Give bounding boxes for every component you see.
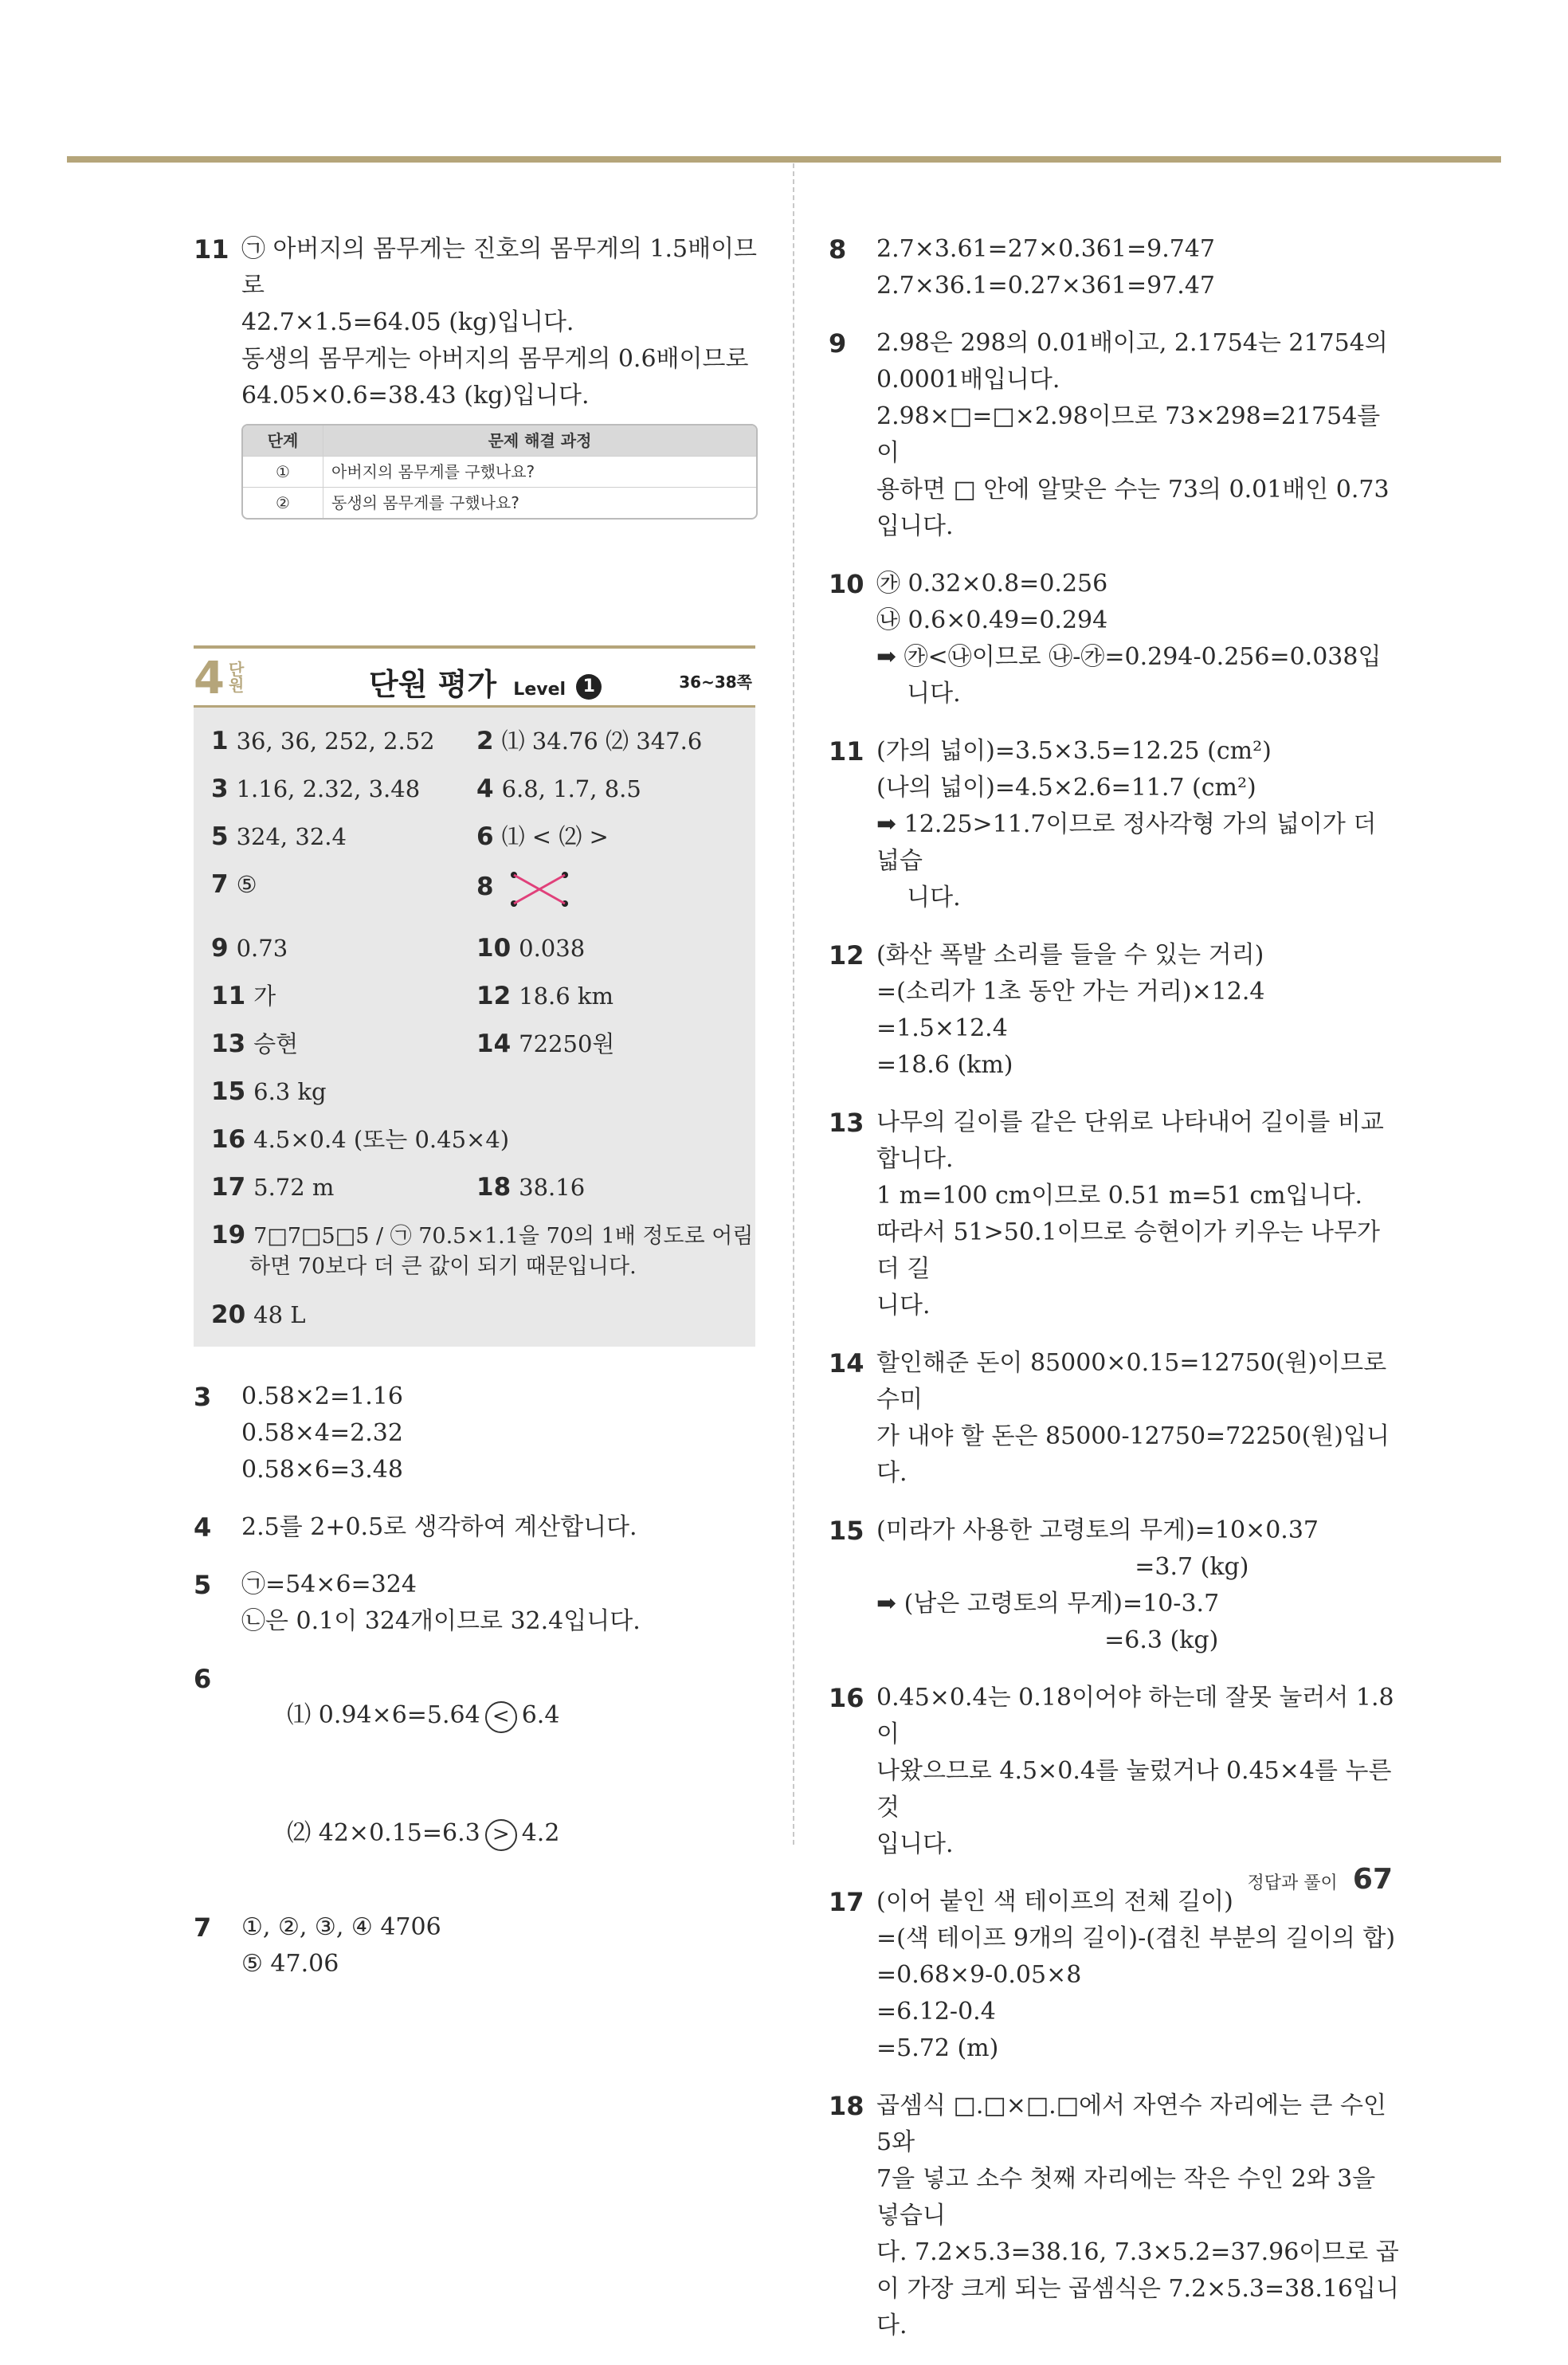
review-title-text: 단원 평가 [369, 667, 497, 702]
solution-line: 동생의 몸무게는 아버지의 몸무게의 0.6배이므로 [241, 345, 749, 373]
solution-line: (나의 넓이)=4.5×2.6=11.7 (cm²) [876, 774, 1256, 802]
review-title [369, 660, 602, 704]
solution-line: =3.7 (kg) [876, 1553, 1249, 1581]
item-number: 6 [194, 1664, 212, 1694]
unit-badge [194, 653, 245, 704]
table-cell: ① [243, 456, 323, 487]
unit-number: 4 [194, 653, 225, 704]
answer-4: 4 6.8, 1.7, 8.5 [476, 775, 641, 803]
solution-line: ①, ②, ③, ④ 4706 [241, 1913, 441, 1941]
item-number: 7 [194, 1912, 212, 1943]
table-cell: 동생의 몸무게를 구했나요? [323, 487, 756, 518]
solution-line: 64.05×0.6=38.43 (kg)입니다. [241, 382, 590, 410]
table-row [243, 456, 756, 487]
page-number: 67 [1352, 1863, 1393, 1896]
solution-line: 1 m=100 cm이므로 0.51 m=51 cm입니다. [876, 1182, 1363, 1210]
solution-line: =6.3 (kg) [876, 1626, 1219, 1654]
solution-12 [829, 937, 1402, 1084]
solution-18 [829, 2088, 1402, 2344]
solution-line: ⑴ 0.94×6=5.64 < 6.4 [241, 1661, 767, 1771]
answer-14: 14 72250원 [476, 1030, 615, 1058]
answer-5: 5 324, 32.4 [211, 822, 347, 851]
solution-line: 2.98은 298의 0.01배이고, 2.1754는 21754의 [876, 329, 1388, 357]
solution-line: 7을 넣고 소수 첫째 자리에는 작은 수인 2와 3을 넣습니 [876, 2165, 1383, 2230]
cross-match-diagram [509, 869, 573, 908]
solution-17 [829, 1884, 1402, 2067]
solution-line: 다. 7.2×5.3=38.16, 7.3×5.2=37.96이므로 곱 [876, 2238, 1399, 2266]
right-column [829, 231, 1402, 2365]
level-number: 1 [576, 674, 602, 700]
solution-line: =6.12-0.4 [876, 1998, 996, 2026]
solution-line: 니다. [876, 884, 961, 912]
table-header: 문제 해결 과정 [323, 426, 756, 456]
answer-9: 9 0.73 [211, 934, 288, 963]
page-range: 36~38쪽 [679, 673, 752, 692]
solution-line: ⑤ 47.06 [241, 1950, 339, 1978]
solution-7 [194, 1909, 767, 1983]
left-column [194, 231, 767, 540]
solution-line: =5.72 (m) [876, 2034, 999, 2062]
solution-16 [829, 1680, 1402, 1863]
answer-19-continued: 하면 70보다 더 큰 값이 되기 때문입니다. [249, 1254, 637, 1279]
page-footer [1248, 1863, 1393, 1896]
item-number: 3 [194, 1382, 212, 1412]
footer-label: 정답과 풀이 [1247, 1873, 1338, 1893]
column-divider [793, 163, 794, 1845]
solution-line: 2.7×36.1=0.27×361=97.47 [876, 272, 1215, 300]
solution-line: ⑵ 42×0.15=6.3 > 4.2 [241, 1779, 767, 1888]
solution-line: 니다. [876, 680, 961, 708]
solution-line: 0.58×4=2.32 [241, 1419, 403, 1447]
grading-table [241, 424, 758, 520]
answer-1: 1 36, 36, 252, 2.52 [211, 727, 435, 755]
answer-8: 8 [476, 869, 573, 908]
answer-7: 7 ⑤ [211, 870, 257, 899]
solution-line: 이 가장 크게 되는 곱셈식은 7.2×5.3=38.16입니다. [876, 2275, 1399, 2340]
answer-11: 11 가 [211, 982, 276, 1010]
solution-line: 2.7×3.61=27×0.361=9.747 [876, 235, 1215, 263]
table-cell: 아버지의 몸무게를 구했나요? [323, 456, 756, 487]
answer-18: 18 38.16 [476, 1173, 586, 1202]
unit-review-box [194, 645, 755, 1347]
level-label: Level [513, 680, 566, 700]
item-number: 10 [829, 569, 864, 599]
answer-19: 19 7□7□5□5 / ㉠ 70.5×1.1을 70의 1배 정도로 어림 [211, 1221, 754, 1249]
solution-14 [829, 1345, 1402, 1492]
answer-15: 15 6.3 kg [211, 1077, 327, 1106]
solution-line: 가 내야 할 돈은 85000-12750=72250(원)입니다. [876, 1422, 1390, 1487]
solution-line: (가의 넓이)=3.5×3.5=12.25 (cm²) [876, 737, 1272, 765]
left-bottom-column [194, 1379, 767, 2003]
answer-10: 10 0.038 [476, 934, 586, 963]
solution-line: =(소리가 1초 동안 가는 거리)×12.4 [876, 978, 1265, 1006]
item-number: 9 [829, 328, 847, 359]
solution-11-right [829, 733, 1402, 916]
solution-line: 나왔으므로 4.5×0.4를 눌렀거나 0.45×4를 누른 것 [876, 1757, 1400, 1822]
unit-label: 단원 [229, 660, 245, 695]
item-number: 13 [829, 1108, 864, 1138]
solution-6 [194, 1661, 767, 1888]
solution-line: ➡ ㉮<㉯이므로 ㉯-㉮=0.294-0.256=0.038입 [876, 643, 1382, 671]
solution-line: 2.98×□=□×2.98이므로 73×298=21754를 이 [876, 402, 1388, 467]
solution-line: 42.7×1.5=64.05 (kg)입니다. [241, 308, 574, 336]
table-header: 단계 [243, 426, 323, 456]
solution-4 [194, 1509, 767, 1546]
answer-16: 16 4.5×0.4 (또는 0.45×4) [211, 1125, 510, 1154]
solution-line: ➡ 12.25>11.7이므로 정사각형 가의 넓이가 더 넓습 [876, 810, 1384, 875]
solution-15 [829, 1512, 1402, 1659]
solution-line: 할인해준 돈이 85000×0.15=12750(원)이므로 수미 [876, 1349, 1394, 1414]
item-number: 16 [829, 1683, 864, 1713]
solution-line: 0.58×6=3.48 [241, 1456, 403, 1484]
item-number: 8 [829, 234, 847, 265]
solution-line: 2.5를 2+0.5로 생각하여 계산합니다. [241, 1513, 637, 1541]
answer-6: 6 ⑴ < ⑵ > [476, 822, 609, 851]
item-number: 4 [194, 1512, 212, 1543]
table-cell: ② [243, 487, 323, 518]
answer-20: 20 48 L [211, 1300, 306, 1329]
solution-line: (이어 붙인 색 테이프의 전체 길이) [876, 1888, 1233, 1916]
solution-line: 0.58×2=1.16 [241, 1383, 403, 1410]
answer-3: 3 1.16, 2.32, 3.48 [211, 775, 421, 803]
solution-11 [194, 231, 767, 520]
solution-line: ㉡은 0.1이 324개이므로 32.4입니다. [241, 1607, 641, 1635]
solution-9 [829, 325, 1402, 545]
solution-line: ㉠ 아버지의 몸무게는 진호의 몸무게의 1.5배이므로 [241, 235, 758, 300]
solution-line: 입니다. [876, 1830, 954, 1858]
solution-line: =(색 테이프 9개의 길이)-(겹친 부분의 길이의 합) [876, 1924, 1396, 1952]
item-number: 17 [829, 1887, 864, 1917]
solution-line: 따라서 51>50.1이므로 승현이가 키우는 나무가 더 길 [876, 1218, 1388, 1283]
solution-line: =18.6 (km) [876, 1051, 1013, 1079]
solution-line: 니다. [876, 1292, 931, 1320]
review-header [194, 645, 755, 708]
item-number: 5 [194, 1570, 212, 1600]
solution-8 [829, 231, 1402, 304]
header-rule [67, 156, 1501, 163]
answer-13: 13 승현 [211, 1030, 299, 1058]
answer-12: 12 18.6 km [476, 982, 614, 1010]
solution-line: (화산 폭발 소리를 들을 수 있는 거리) [876, 941, 1264, 969]
solution-line: =1.5×12.4 [876, 1014, 1008, 1042]
item-number: 14 [829, 1348, 864, 1379]
solution-line: (미라가 사용한 고령토의 무게)=10×0.37 [876, 1516, 1319, 1544]
solution-line: 나무의 길이를 같은 단위로 나타내어 길이를 비교합니다. [876, 1108, 1384, 1173]
item-number: 15 [829, 1516, 864, 1546]
solution-line: 곱셈식 □.□×□.□에서 자연수 자리에는 큰 수인 5와 [876, 2092, 1394, 2156]
solution-line: 용하면 □ 안에 알맞은 수는 73의 0.01배인 0.73입니다. [876, 476, 1390, 540]
item-number: 12 [829, 940, 864, 971]
item-number: 11 [829, 736, 864, 767]
table-row [243, 487, 756, 518]
solution-line: 0.0001배입니다. [876, 366, 1060, 394]
item-number: 11 [194, 234, 229, 265]
solution-line: 0.45×0.4는 0.18이어야 하는데 잘못 눌러서 1.8이 [876, 1684, 1394, 1748]
solution-10 [829, 566, 1402, 712]
comparison-circle: < [485, 1701, 517, 1733]
solution-line: ㉮ 0.32×0.8=0.256 [876, 570, 1108, 598]
solution-line: ㉠=54×6=324 [241, 1571, 417, 1598]
comparison-circle: > [485, 1819, 517, 1851]
item-number: 18 [829, 2091, 864, 2121]
solution-line: =0.68×9-0.05×8 [876, 1961, 1082, 1989]
answer-2: 2 ⑴ 34.76 ⑵ 347.6 [476, 727, 703, 755]
solution-line: ㉯ 0.6×0.49=0.294 [876, 606, 1108, 634]
solution-line: ➡ (남은 고령토의 무게)=10-3.7 [876, 1590, 1220, 1618]
solution-5 [194, 1567, 767, 1640]
solution-3 [194, 1379, 767, 1488]
answer-17: 17 5.72 m [211, 1173, 335, 1202]
solution-13 [829, 1104, 1402, 1324]
